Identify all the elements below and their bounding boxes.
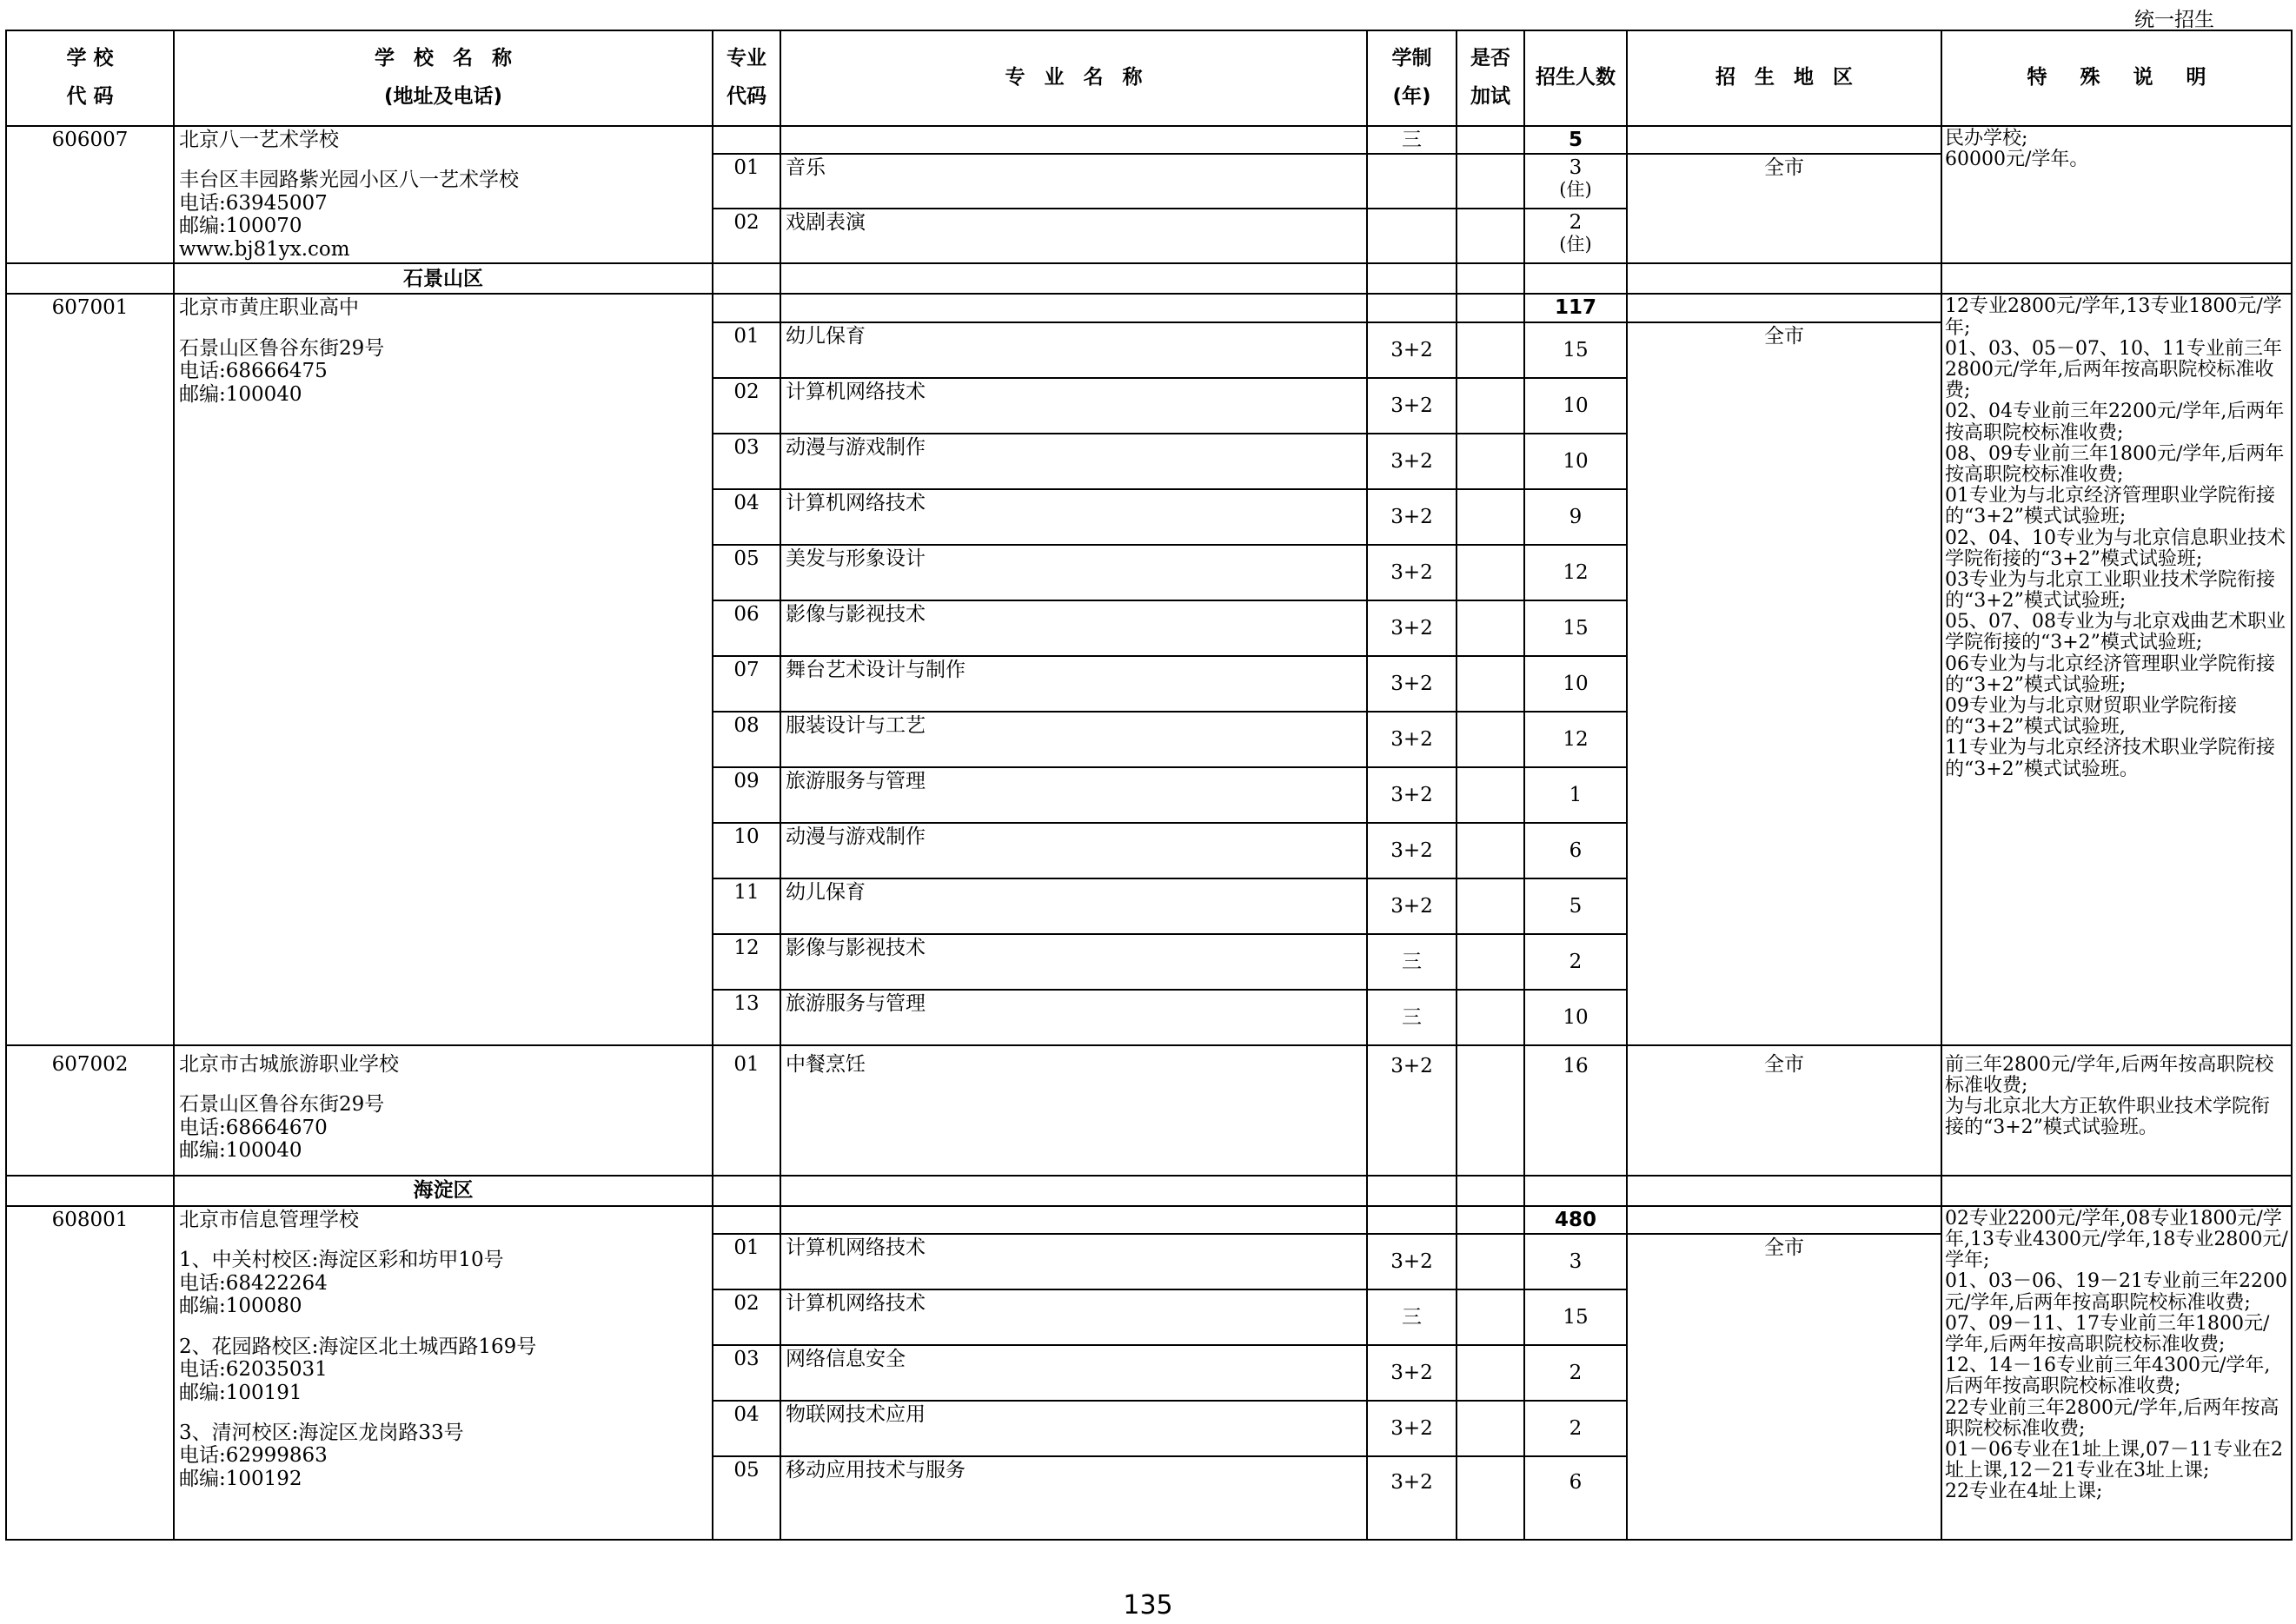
empty-cell [1627,263,1941,294]
empty-cell [1367,1176,1457,1206]
major-years: 三 [1367,934,1457,990]
major-count-note: (住) [1559,233,1592,255]
empty-cell [1367,263,1457,294]
empty-cell [1941,263,2292,294]
major-years: 3+2 [1367,489,1457,545]
major-name-cell [780,294,1367,321]
major-code: 02 [713,209,780,263]
major-code-cell [713,126,780,154]
major-count: 6 [1524,1456,1627,1540]
major-years: 3+2 [1367,878,1457,934]
school-row [6,294,2292,321]
major-count: 10 [1524,990,1627,1045]
major-code: 02 [713,378,780,434]
major-name: 计算机网络技术 [780,489,1367,545]
major-years: 3+2 [1367,1456,1457,1540]
major-code: 10 [713,823,780,878]
major-name: 幼儿保育 [780,878,1367,934]
major-name: 计算机网络技术 [780,1234,1367,1289]
major-name: 移动应用技术与服务 [780,1456,1367,1540]
school-notes: 12专业2800元/学年,13专业1800元/学年; 01、03、05－07、10、11专业前三年2800元/学年,后两年按高职院校标准收费; 02、04专业前三年2200元/学年,后两年按高职院校标准收费; 08、09专业前三年1800元/学年,后两年按高职院校标准收费; 01专业为与北京经济管理职业学院衔接的“3+2”模式试验班; 02、04、10专业为与北京信息职业技术学院衔接的“3+2”模式试验班; 03专业为与北京工业职业技术学院衔接的“3+2”模式试验班; 05、07、08专业为与北京戏曲艺术职业学院衔接的“3+2”模式试验班; 06专业为与北京经济管理职业学院衔接的“3+2”模式试验班; 09专业为与北京财贸职业学院衔接的“3+2”模式试验班, 11专业为与北京经济技术职业学院衔接的“3+2”模式试验班。 [1941,294,2292,1044]
empty-cell [1941,1176,2292,1206]
school-row [6,1045,2292,1176]
school-notes: 民办学校; 60000元/学年。 [1941,126,2292,263]
extra-test-cell [1457,600,1524,656]
major-name: 旅游服务与管理 [780,767,1367,823]
major-count: 15 [1524,322,1627,378]
school-years: 三 [1367,126,1457,154]
major-count-value: 3 [1569,156,1583,180]
extra-test-cell [1457,545,1524,600]
major-name: 戏剧表演 [780,209,1367,263]
region-cell [1627,294,1941,321]
school-address: 1、中关村校区:海淀区彩和坊甲10号 电话:68422264 邮编:100080 [179,1249,504,1318]
major-name: 动漫与游戏制作 [780,823,1367,878]
major-count-value: 2 [1569,211,1583,235]
extra-test-cell [1457,934,1524,990]
major-count: 10 [1524,434,1627,489]
district-row [6,1176,2292,1206]
major-code: 06 [713,600,780,656]
major-code: 01 [713,1045,780,1176]
header-region: 招 生 地 区 [1627,30,1941,126]
major-code: 05 [713,545,780,600]
school-code: 608001 [6,1206,174,1540]
school-info [174,126,713,263]
major-count: 10 [1524,378,1627,434]
school-name: 北京市古城旅游职业学校 [179,1052,399,1076]
school-code: 606007 [6,126,174,263]
major-name: 影像与影视技术 [780,934,1367,990]
major-count-note: (住) [1559,178,1592,200]
major-code: 13 [713,990,780,1045]
page-number: 135 [1123,1590,1173,1621]
school-address-2: 2、花园路校区:海淀区北土城西路169号 电话:62035031 邮编:100191 [179,1335,537,1404]
major-name: 物联网技术应用 [780,1401,1367,1456]
school-info [174,1206,713,1540]
extra-test-cell [1457,1234,1524,1289]
major-years: 3+2 [1367,767,1457,823]
school-notes: 前三年2800元/学年,后两年按高职院校标准收费; 为与北京北大方正软件职业技术学院衔接的“3+2”模式试验班。 [1941,1045,2292,1176]
extra-test-cell [1457,434,1524,489]
extra-test-cell [1457,489,1524,545]
major-count: 2 [1524,1401,1627,1456]
major-years: 3+2 [1367,545,1457,600]
header-major-code: 专业 代码 [713,30,780,126]
header-notes: 特 殊 说 明 [1941,30,2292,126]
major-name: 中餐烹饪 [780,1045,1367,1176]
extra-test-cell [1457,1401,1524,1456]
major-count: 16 [1524,1045,1627,1176]
major-code: 11 [713,878,780,934]
major-count: 12 [1524,545,1627,600]
major-years: 3+2 [1367,656,1457,712]
major-name-cell [780,126,1367,154]
extra-test-cell [1457,126,1524,154]
header-row [6,30,2292,126]
header-school-name [174,30,713,126]
school-name: 北京市信息管理学校 [179,1208,359,1231]
major-code: 08 [713,712,780,767]
district-code-cell [6,1176,174,1206]
major-count: 3 [1524,1234,1627,1289]
school-total: 480 [1524,1206,1627,1234]
region-cell [1627,126,1941,154]
major-count: 10 [1524,656,1627,712]
major-years [1367,209,1457,263]
empty-cell [1457,263,1524,294]
district-code-cell [6,263,174,294]
major-name: 动漫与游戏制作 [780,434,1367,489]
major-code: 04 [713,1401,780,1456]
major-code: 03 [713,1345,780,1401]
empty-cell [1524,1176,1627,1206]
major-years: 三 [1367,1289,1457,1345]
major-code: 01 [713,154,780,209]
extra-test-cell [1457,1289,1524,1345]
school-row [6,1206,2292,1234]
header-enroll: 招生人数 [1524,30,1627,126]
major-name: 影像与影视技术 [780,600,1367,656]
extra-test-cell [1457,209,1524,263]
extra-test-cell [1457,322,1524,378]
major-code-cell [713,294,780,321]
header-school-name-main: 学 校 名 称 [374,47,513,70]
major-code: 03 [713,434,780,489]
major-count: 1 [1524,767,1627,823]
major-count [1524,209,1627,263]
major-years: 3+2 [1367,600,1457,656]
header-major-name: 专 业 名 称 [780,30,1367,126]
header-years: 学制 (年) [1367,30,1457,126]
major-years: 3+2 [1367,378,1457,434]
major-count: 5 [1524,878,1627,934]
empty-cell [780,263,1367,294]
school-region: 全市 [1627,1234,1941,1540]
major-years: 3+2 [1367,322,1457,378]
extra-test-cell [1457,878,1524,934]
school-row [6,126,2292,154]
major-years [1367,154,1457,209]
major-years: 3+2 [1367,712,1457,767]
empty-cell [713,263,780,294]
major-count: 15 [1524,600,1627,656]
extra-test-cell [1457,294,1524,321]
header-school-name-sub: (地址及电话) [383,85,503,108]
major-name: 服装设计与工艺 [780,712,1367,767]
school-region: 全市 [1627,154,1941,263]
major-count: 12 [1524,712,1627,767]
major-code: 07 [713,656,780,712]
major-count: 2 [1524,1345,1627,1401]
major-name: 幼儿保育 [780,322,1367,378]
school-address: 石景山区鲁谷东街29号 电话:68664670 邮编:100040 [179,1093,385,1163]
major-years: 3+2 [1367,1345,1457,1401]
school-region: 全市 [1627,322,1941,1045]
major-count: 2 [1524,934,1627,990]
major-code: 02 [713,1289,780,1345]
school-code: 607002 [6,1045,174,1176]
extra-test-cell [1457,154,1524,209]
empty-cell [1627,1176,1941,1206]
school-name: 北京八一艺术学校 [179,129,339,151]
extra-test-cell [1457,767,1524,823]
major-code: 01 [713,1234,780,1289]
empty-cell [780,1176,1367,1206]
school-region: 全市 [1627,1045,1941,1176]
major-code: 12 [713,934,780,990]
major-name: 旅游服务与管理 [780,990,1367,1045]
school-info [174,1045,713,1176]
major-name: 网络信息安全 [780,1345,1367,1401]
major-count [1524,154,1627,209]
major-years: 3+2 [1367,1234,1457,1289]
header-school-code: 学 校 代 码 [6,30,174,126]
extra-test-cell [1457,1456,1524,1540]
school-total: 117 [1524,294,1627,321]
major-count: 15 [1524,1289,1627,1345]
school-name: 北京市黄庄职业高中 [179,296,359,320]
major-name: 美发与形象设计 [780,545,1367,600]
header-extra-test: 是否 加试 [1457,30,1524,126]
top-note: 统一招生 [2134,9,2214,31]
extra-test-cell [1457,378,1524,434]
major-code: 04 [713,489,780,545]
district-name: 海淀区 [174,1176,713,1206]
school-notes: 02专业2200元/学年,08专业1800元/学年,13专业4300元/学年,18专业2800元/学年; 01、03－06、19－21专业前三年2200元/学年,后两年按高职院校标准收费; 07、09－11、17专业前三年1800元/学年,后两年按高职院校标准收费; 12、14－16专业前三年4300元/学年,后两年按高职院校标准收费; 22专业前三年2800元/学年,后两年按高职院校标准收费; 01－06专业在1址上课,07－11专业在2址上课,12－21专业在3址上课; 22专业在4址上课; [1941,1206,2292,1540]
extra-test-cell [1457,1045,1524,1176]
major-name: 计算机网络技术 [780,378,1367,434]
empty-cell [713,1176,780,1206]
extra-test-cell [1457,656,1524,712]
major-name: 舞台艺术设计与制作 [780,656,1367,712]
school-info [174,294,713,1044]
region-cell [1627,1206,1941,1234]
major-name-cell [780,1206,1367,1234]
school-address: 丰台区丰园路紫光园小区八一艺术学校 电话:63945007 邮编:100070 www.bj81yx.com [179,169,519,261]
school-address-3: 3、清河校区:海淀区龙岗路33号 电话:62999863 邮编:100192 [179,1421,464,1490]
major-code: 05 [713,1456,780,1540]
major-name: 音乐 [780,154,1367,209]
district-row [6,263,2292,294]
major-code: 09 [713,767,780,823]
district-name: 石景山区 [174,263,713,294]
major-code-cell [713,1206,780,1234]
school-address: 石景山区鲁谷东街29号 电话:68666475 邮编:100040 [179,336,385,406]
major-years: 3+2 [1367,823,1457,878]
extra-test-cell [1457,1345,1524,1401]
major-count: 9 [1524,489,1627,545]
extra-test-cell [1457,823,1524,878]
enrollment-table [5,30,2293,1541]
major-count: 6 [1524,823,1627,878]
extra-test-cell [1457,712,1524,767]
major-years: 三 [1367,990,1457,1045]
years-cell [1367,1206,1457,1234]
major-code: 01 [713,322,780,378]
extra-test-cell [1457,1206,1524,1234]
major-years: 3+2 [1367,1045,1457,1176]
major-years: 3+2 [1367,1401,1457,1456]
extra-test-cell [1457,990,1524,1045]
school-total: 5 [1524,126,1627,154]
school-code: 607001 [6,294,174,1044]
major-years: 3+2 [1367,434,1457,489]
major-name: 计算机网络技术 [780,1289,1367,1345]
empty-cell [1524,263,1627,294]
years-cell [1367,294,1457,321]
empty-cell [1457,1176,1524,1206]
